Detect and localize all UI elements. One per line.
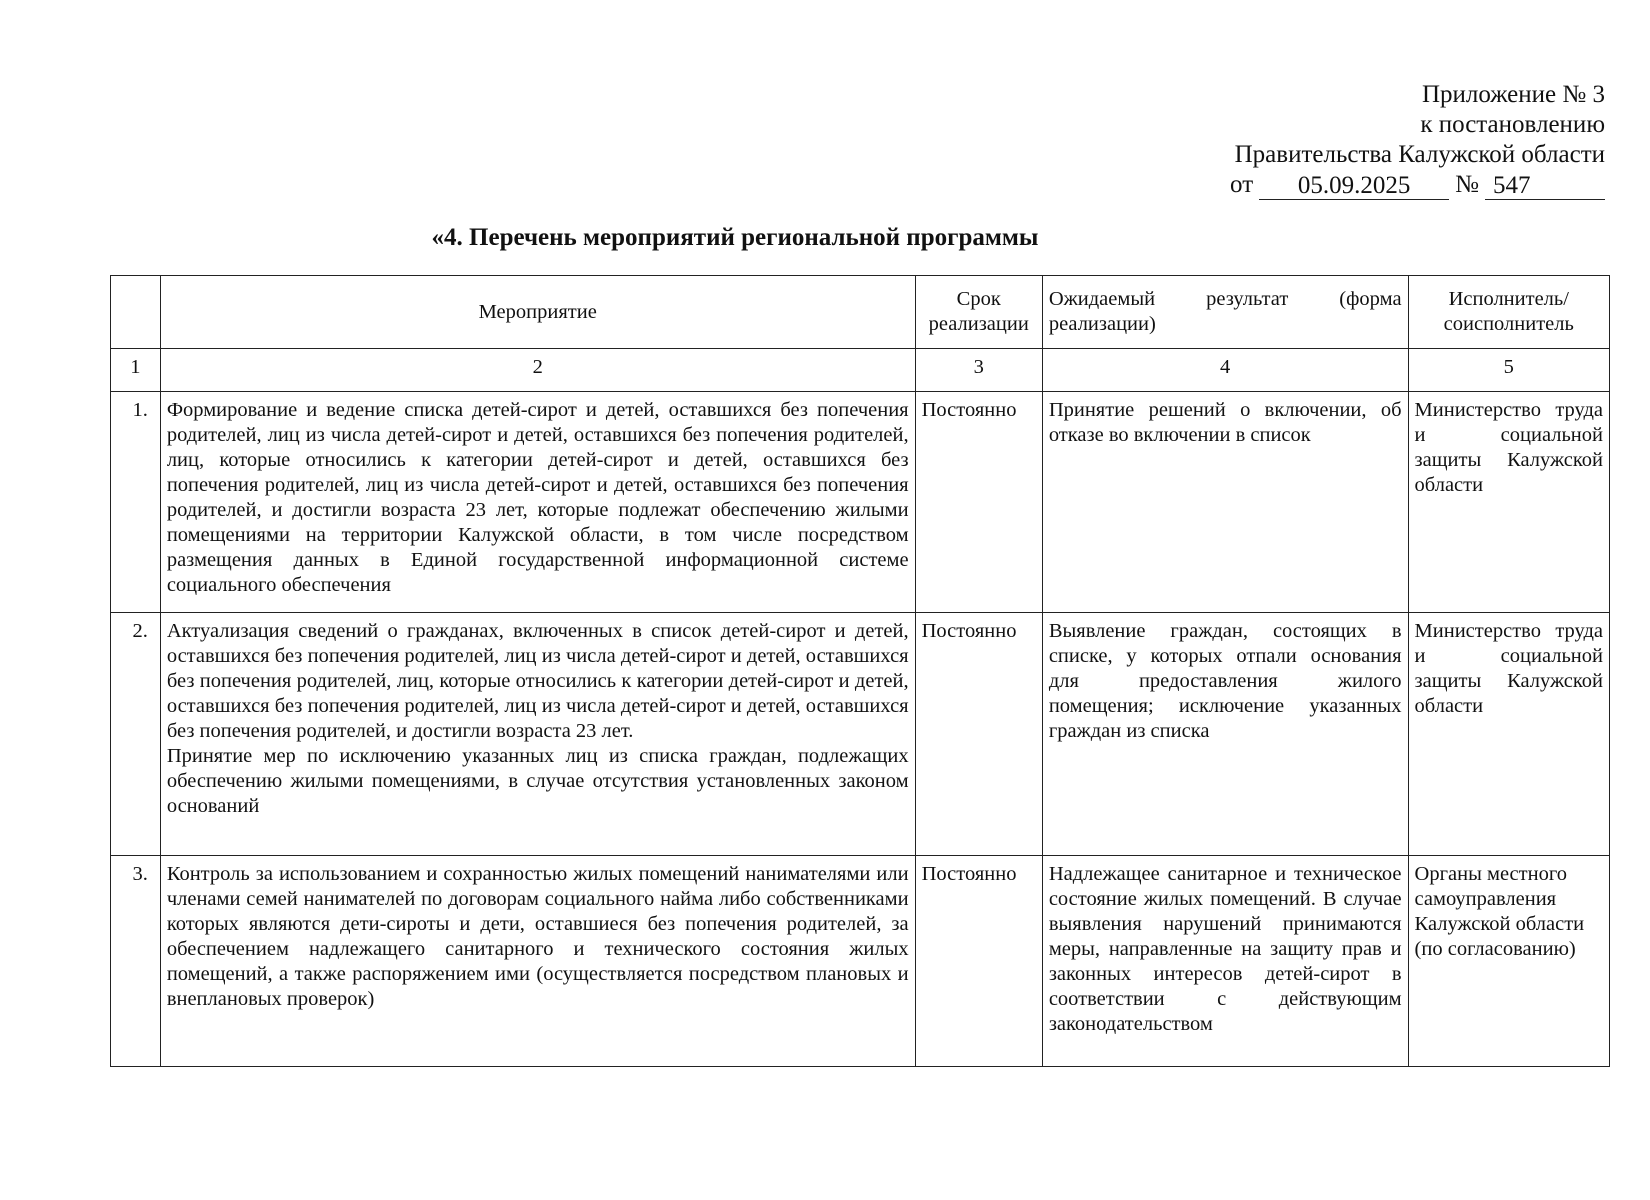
row-activity: Актуализация сведений о гражданах, включенных в список детей-сирот и детей, оставшихся без попечения родителей, лиц из числа детей-сирот и детей, оставшихся без попечения родителей, лиц, которые относились к категории детей-сирот и детей, оставшихся без попечения родителей, лиц из числа детей-сирот и детей, оставшихся без попечения родителей, и достигли возраста 23 лет. xyxy=(166,620,909,742)
column-number-row xyxy=(111,349,1610,392)
column-number-4: 4 xyxy=(1042,349,1408,392)
number-prefix: № xyxy=(1455,171,1479,198)
table-row xyxy=(111,613,1610,856)
header-col-1 xyxy=(111,276,161,349)
row-executor: Органы местного самоуправления Калужской области (по согласованию) xyxy=(1408,856,1609,1067)
header-executor: Исполнитель/ соисполнитель xyxy=(1408,276,1609,349)
appendix-ref: к постановлению xyxy=(1420,111,1605,138)
decree-date: 05.09.2025 xyxy=(1259,173,1449,200)
row-result: Принятие решений о включении, об отказе во включении в список xyxy=(1042,392,1408,613)
row-activity-cell xyxy=(160,613,915,856)
decree-number: 547 xyxy=(1485,173,1605,200)
row-activity: Контроль за использованием и сохранностью жилых помещений нанимателями или членами семей нанимателей по договорам социального найма либо собственниками которых являются дети-сироты и дети, оставшиеся без попечения родителей, за обеспечением надлежащего санитарного и технического состояния жилых помещений, а также распоряжением ими (осуществляется посредством плановых и внеплановых проверок) xyxy=(160,856,915,1067)
column-number-5: 5 xyxy=(1408,349,1609,392)
row-number: 1. xyxy=(111,392,161,613)
appendix-authority: Правительства Калужской области xyxy=(1234,141,1605,168)
activities-table xyxy=(110,275,1610,1067)
appendix-header xyxy=(1230,80,1605,200)
document-title: «4. Перечень мероприятий региональной программы xyxy=(431,224,1039,251)
row-term: Постоянно xyxy=(915,856,1042,1067)
row-activity: Формирование и ведение списка детей-сирот и детей, оставшихся без попечения родителей, лиц из числа детей-сирот и детей, оставшихся без попечения родителей, лиц, которые относились к категории детей-сирот и детей, оставшихся без попечения родителей, лиц из числа детей-сирот и детей, оставшихся без попечения родителей, и достигли возраста 23 лет, которые подлежат обеспечению жилыми помещениями на территории Калужской области, в том числе посредством размещения данных в Единой государственной информационной системе социального обеспечения xyxy=(160,392,915,613)
row-term: Постоянно xyxy=(915,392,1042,613)
row-result: Выявление граждан, состоящих в списке, у которых отпали основания для предоставления жилого помещения; исключение указанных граждан из списка xyxy=(1042,613,1408,856)
row-number: 3. xyxy=(111,856,161,1067)
column-number-2: 2 xyxy=(160,349,915,392)
date-prefix: от xyxy=(1230,171,1254,198)
appendix-number: Приложение № 3 xyxy=(1421,81,1605,108)
row-executor: Министерство труда и социальной защиты Калужской области xyxy=(1408,613,1609,856)
row-result: Надлежащее санитарное и техническое состояние жилых помещений. В случае выявления нарушений принимаются меры, направленные на защиту прав и законных интересов детей-сирот в соответствии с действующим законодательством xyxy=(1042,856,1408,1067)
table-header-row xyxy=(111,276,1610,349)
row-executor: Министерство труда и социальной защиты Калужской области xyxy=(1408,392,1609,613)
row-term: Постоянно xyxy=(915,613,1042,856)
header-result: Ожидаемый результат (форма реализации) xyxy=(1042,276,1408,349)
table-row xyxy=(111,856,1610,1067)
header-term: Срок реализации xyxy=(915,276,1042,349)
row-activity-extra: Принятие мер по исключению указанных лиц из списка граждан, подлежащих обеспечению жилыми помещениями, в случае отсутствия установленных законом оснований xyxy=(166,745,909,817)
column-number-3: 3 xyxy=(915,349,1042,392)
table-row xyxy=(111,392,1610,613)
row-number: 2. xyxy=(111,613,161,856)
column-number-1: 1 xyxy=(111,349,161,392)
appendix-date-line xyxy=(1230,170,1605,200)
header-activity: Мероприятие xyxy=(160,276,915,349)
